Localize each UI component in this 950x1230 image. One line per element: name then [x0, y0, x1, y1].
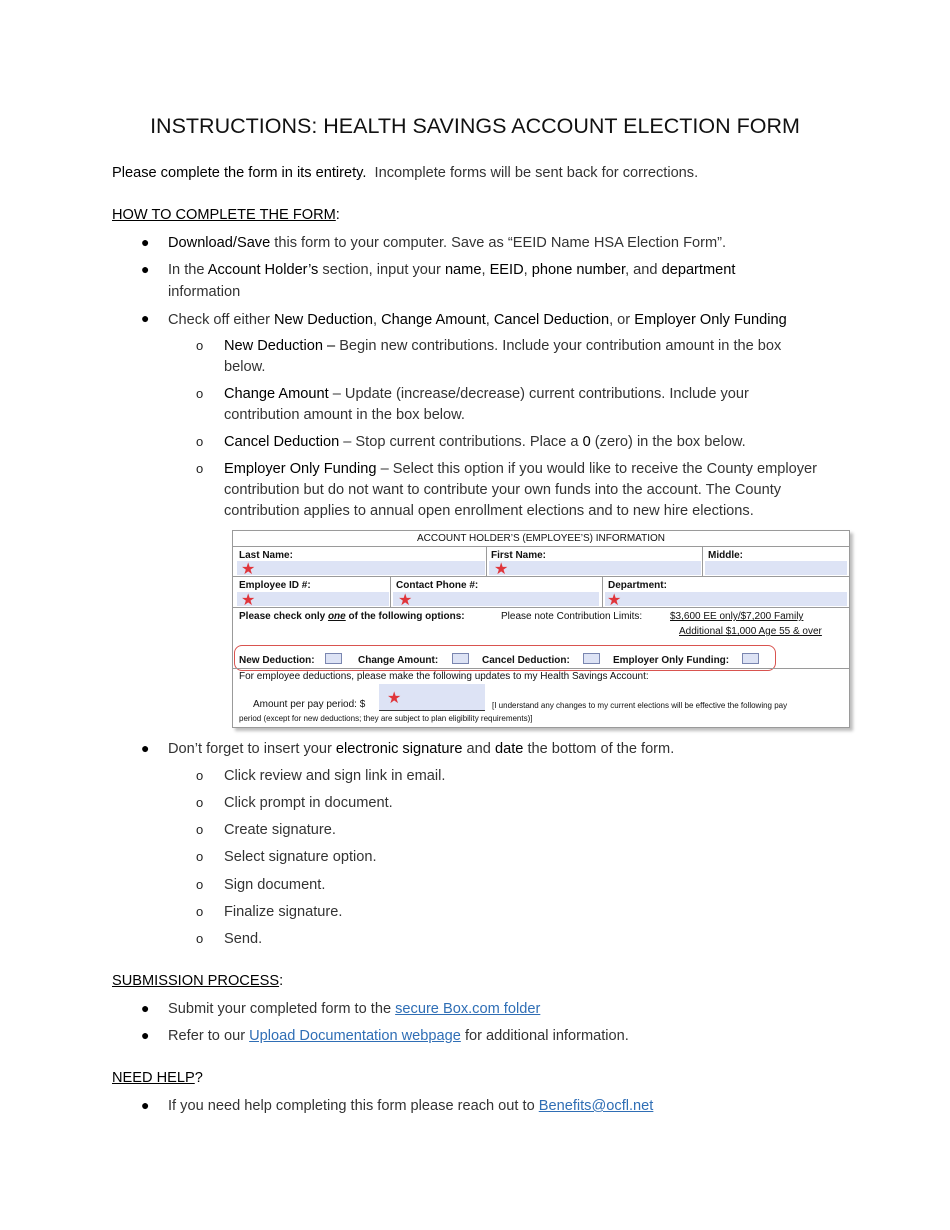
form-limit-1: $3,600 EE only/$7,200 Family	[670, 611, 804, 622]
bullet-icon: ●	[141, 740, 150, 756]
help-bullet-1	[168, 1096, 653, 1117]
b2-text: , and	[625, 262, 658, 278]
checkbox-employer-only	[742, 653, 759, 664]
divider	[233, 668, 849, 669]
b2-bold-phone: phone number	[531, 262, 626, 278]
b4-text: the bottom of the form.	[527, 741, 675, 757]
form-amount-label: Amount per pay period: $	[253, 699, 366, 710]
circle-bullet-icon: o	[196, 877, 204, 892]
sub-employer-only	[224, 459, 817, 480]
form-limit-2: Additional $1,000 Age 55 & over	[679, 626, 822, 637]
check-text: Please check only	[239, 611, 326, 622]
step-item: Create signature.	[224, 822, 336, 838]
divider	[233, 607, 849, 608]
b3-text: Check off either	[168, 312, 270, 328]
circle-bullet-icon: o	[196, 931, 204, 946]
sub-new-deduction	[224, 336, 781, 357]
b3-text: , or	[609, 312, 631, 328]
form-contact-phone-field	[393, 592, 599, 606]
help-heading-text: NEED HELP	[112, 1070, 195, 1086]
divider	[602, 576, 603, 607]
sub-change-text: – Update (increase/decrease) current contributions. Include your	[332, 386, 749, 402]
form-disclaimer-2: period (except for new deductions; they are subject to plan eligibility requirements)]	[239, 714, 533, 723]
circle-bullet-icon: o	[196, 434, 204, 449]
bullet-icon: ●	[141, 1027, 150, 1043]
form-department-label: Department:	[608, 580, 667, 591]
benefits-email-link[interactable]: Benefits@ocfl.net	[538, 1098, 654, 1114]
checkbox-new-deduction	[325, 653, 342, 664]
b3-option-change: Change Amount	[381, 312, 486, 328]
b2-bold-eeid: EEID	[489, 262, 524, 278]
b4-bold-date: date	[494, 741, 524, 757]
circle-bullet-icon: o	[196, 338, 204, 353]
bullet-icon: ●	[141, 1097, 150, 1113]
check-em: one	[327, 611, 346, 622]
how-to-bullet-1	[168, 233, 726, 254]
star-icon: ★	[241, 561, 256, 578]
b3-option-cancel: Cancel Deduction	[493, 312, 610, 328]
form-example-image	[232, 530, 850, 728]
circle-bullet-icon: o	[196, 904, 204, 919]
b1-bold: Download/Save	[168, 235, 271, 251]
form-opt-employer: Employer Only Funding:	[613, 655, 730, 666]
star-icon: ★	[241, 592, 256, 609]
form-employee-id-label: Employee ID #:	[239, 580, 311, 591]
intro-rest: Incomplete forms will be sent back for corrections.	[374, 165, 699, 181]
sub-new-text-2: below.	[224, 359, 266, 375]
bullet-icon: ●	[141, 234, 150, 250]
form-limits-label: Please note Contribution Limits:	[501, 611, 643, 622]
star-icon: ★	[607, 592, 622, 609]
sub-employer-text-3: contribution applies to annual open enrollment elections and to new hire elections.	[224, 503, 754, 519]
form-last-name-field	[237, 561, 485, 575]
form-first-name-field	[489, 561, 701, 575]
form-department-field	[605, 592, 847, 606]
amount-underline	[379, 710, 485, 711]
b4-text: and	[466, 741, 491, 757]
circle-bullet-icon: o	[196, 795, 204, 810]
submission-text: Submit your completed form to the	[168, 1001, 392, 1017]
sub-cancel-deduction	[224, 432, 746, 453]
bullet-icon: ●	[141, 261, 150, 277]
sub-cancel-text: – Stop current contributions. Place a	[343, 434, 579, 450]
how-to-bullet-4	[168, 739, 674, 760]
form-middle-field	[705, 561, 847, 575]
b4-text: Don’t forget to insert your	[168, 741, 332, 757]
checkbox-change-amount	[452, 653, 469, 664]
divider	[390, 576, 391, 607]
star-icon: ★	[387, 690, 402, 707]
b2-continuation: information	[168, 284, 241, 300]
b3-option-new: New Deduction	[274, 312, 373, 328]
submission-bullet-2	[168, 1026, 629, 1047]
sub-cancel-text: (zero) in the box below.	[594, 434, 746, 450]
step-item: Send.	[224, 931, 263, 947]
submission-heading: SUBMISSION PROCESS:	[112, 973, 284, 989]
form-image-title: ACCOUNT HOLDER’S (EMPLOYEE’S) INFORMATION	[233, 531, 849, 547]
b2-bold-account-holder: Account Holder’s	[207, 262, 319, 278]
help-heading: NEED HELP?	[112, 1070, 203, 1086]
divider	[233, 576, 849, 577]
b4-bold-signature: electronic signature	[335, 741, 463, 757]
sub-change-bold: Change Amount	[224, 386, 329, 402]
step-item: Click review and sign link in email.	[224, 768, 446, 784]
form-opt-change: Change Amount:	[358, 655, 439, 666]
step-item: Finalize signature.	[224, 904, 343, 920]
box-folder-link[interactable]: secure Box.com folder	[395, 1001, 541, 1017]
b2-bold-name: name	[444, 262, 482, 278]
form-employee-id-field	[237, 592, 389, 606]
bullet-icon: ●	[141, 1000, 150, 1016]
step-item: Select signature option.	[224, 849, 377, 865]
submission-text: Refer to our	[168, 1028, 246, 1044]
form-middle-label: Middle:	[708, 550, 743, 561]
submission-bullet-1	[168, 999, 540, 1020]
form-opt-new: New Deduction:	[239, 655, 315, 666]
step-item: Click prompt in document.	[224, 795, 393, 811]
form-opt-cancel: Cancel Deduction:	[482, 655, 570, 666]
intro-bold: Please complete the form in its entirety.	[112, 165, 367, 181]
how-to-heading-text: HOW TO COMPLETE THE FORM	[112, 207, 336, 223]
form-disclaimer-1: [I understand any changes to my current elections will be effective the following pay	[492, 701, 788, 710]
checkbox-cancel-deduction	[583, 653, 600, 664]
page-title: INSTRUCTIONS: HEALTH SAVINGS ACCOUNT ELECTION FORM	[150, 114, 800, 138]
submission-text: for additional information.	[464, 1028, 629, 1044]
star-icon: ★	[494, 561, 509, 578]
b1-rest: this form to your computer. Save as “EEID Name HSA Election Form”.	[274, 235, 727, 251]
sub-cancel-bold: Cancel Deduction	[224, 434, 340, 450]
divider	[702, 546, 703, 576]
star-icon: ★	[398, 592, 413, 609]
circle-bullet-icon: o	[196, 849, 204, 864]
form-last-name-label: Last Name:	[239, 550, 293, 561]
form-contact-phone-label: Contact Phone #:	[396, 580, 479, 591]
how-to-bullet-2: In the Account Holder’s section, input your name, EEID, phone number, and department	[168, 262, 736, 278]
form-first-name-label: First Name:	[491, 550, 547, 561]
help-text: If you need help completing this form please reach out to	[168, 1098, 535, 1114]
sub-employer-text: – Select this option if you would like to receive the County employer	[380, 461, 817, 477]
form-deduction-note: For employee deductions, please make the following updates to my Health Savings Account:	[239, 671, 649, 682]
bullet-icon: ●	[141, 310, 150, 326]
sub-cancel-zero: 0	[582, 434, 591, 450]
divider	[486, 546, 487, 576]
circle-bullet-icon: o	[196, 822, 204, 837]
sub-employer-text-2: contribution but do not want to contribute your own funds into the account. The County	[224, 482, 782, 498]
upload-documentation-link[interactable]: Upload Documentation webpage	[249, 1028, 461, 1044]
how-to-bullet-3: Check off either New Deduction, Change Amount, Cancel Deduction, or Employer Only Funding	[168, 312, 787, 328]
check-text: of the following options:	[348, 611, 465, 622]
circle-bullet-icon: o	[196, 768, 204, 783]
sub-new-bold: New Deduction –	[224, 338, 336, 354]
b2-bold-department: department	[661, 262, 736, 278]
b2-text: In the	[168, 262, 205, 278]
circle-bullet-icon: o	[196, 461, 204, 476]
step-item: Sign document.	[224, 877, 326, 893]
circle-bullet-icon: o	[196, 386, 204, 401]
intro-line	[112, 163, 698, 184]
sub-change-amount	[224, 384, 749, 405]
form-check-instructions	[239, 611, 465, 622]
sub-employer-bold: Employer Only Funding	[224, 461, 377, 477]
sub-new-text: Begin new contributions. Include your contribution amount in the box	[339, 338, 782, 354]
how-to-heading: HOW TO COMPLETE THE FORM:	[112, 207, 340, 223]
b2-text: section, input your	[322, 262, 441, 278]
submission-heading-text: SUBMISSION PROCESS	[112, 973, 280, 989]
b3-option-employer: Employer Only Funding	[634, 312, 787, 328]
sub-change-text-2: contribution amount in the box below.	[224, 407, 465, 423]
